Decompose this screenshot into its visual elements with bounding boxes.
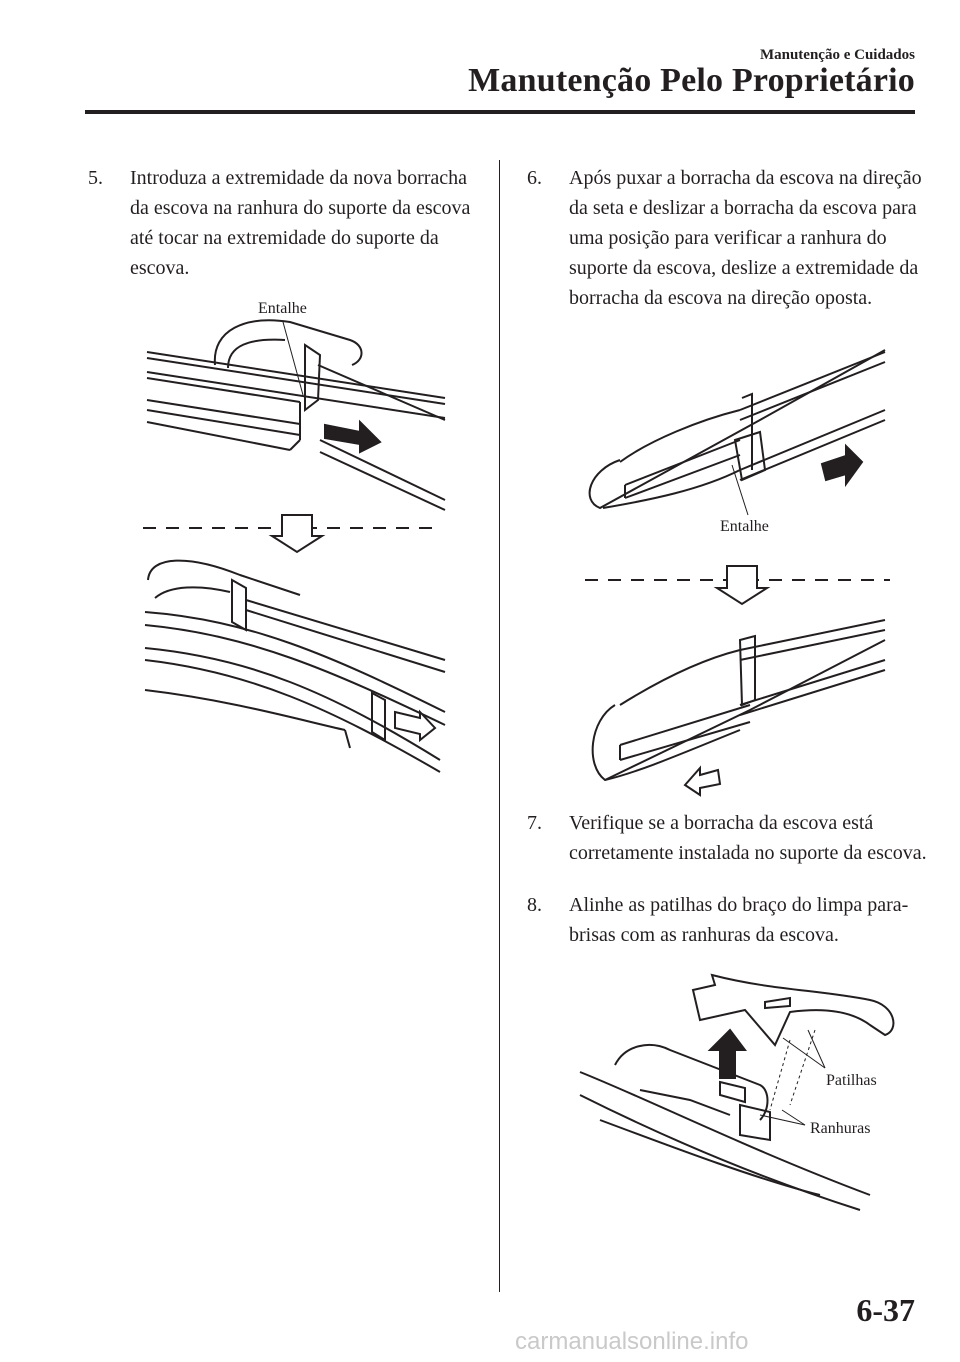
- step-text: Alinhe as patilhas do braço do limpa para-brisas com as ranhuras da escova.: [569, 894, 909, 946]
- step-7: [527, 808, 927, 868]
- step-number: 6.: [527, 167, 542, 189]
- step-number: 8.: [527, 894, 542, 916]
- step-text: Verifique se a borracha da escova está corretamente instalada no suporte da escova.: [569, 812, 927, 864]
- label-notch-step5: Entalhe: [258, 300, 307, 317]
- step-8: [527, 890, 927, 950]
- step-6: [527, 163, 927, 313]
- page-title: Manutenção Pelo Proprietário: [468, 62, 915, 99]
- step-number: 7.: [527, 812, 542, 834]
- step-number: 5.: [88, 167, 103, 189]
- header-rule: [85, 110, 915, 114]
- label-notch-step6: Entalhe: [720, 518, 769, 535]
- step-text: Após puxar a borracha da escova na direção da seta e deslizar a borracha da escova para uma posição para verificar a ranhura do suporte da escova, deslize a extremidade da borracha da escova na direção oposta.: [569, 167, 922, 309]
- watermark: carmanualsonline.info: [515, 1328, 749, 1355]
- page-number: 6-37: [856, 1292, 915, 1328]
- step-5: [88, 163, 488, 283]
- label-slots: Ranhuras: [810, 1120, 871, 1137]
- step-text: Introduza a extremidade da nova borracha da escova na ranhura do suporte da escova até tocar na extremidade do suporte da escova.: [130, 167, 471, 279]
- section-label: Manutenção e Cuidados: [759, 47, 915, 63]
- label-tabs: Patilhas: [826, 1072, 877, 1089]
- column-divider: [499, 160, 500, 1292]
